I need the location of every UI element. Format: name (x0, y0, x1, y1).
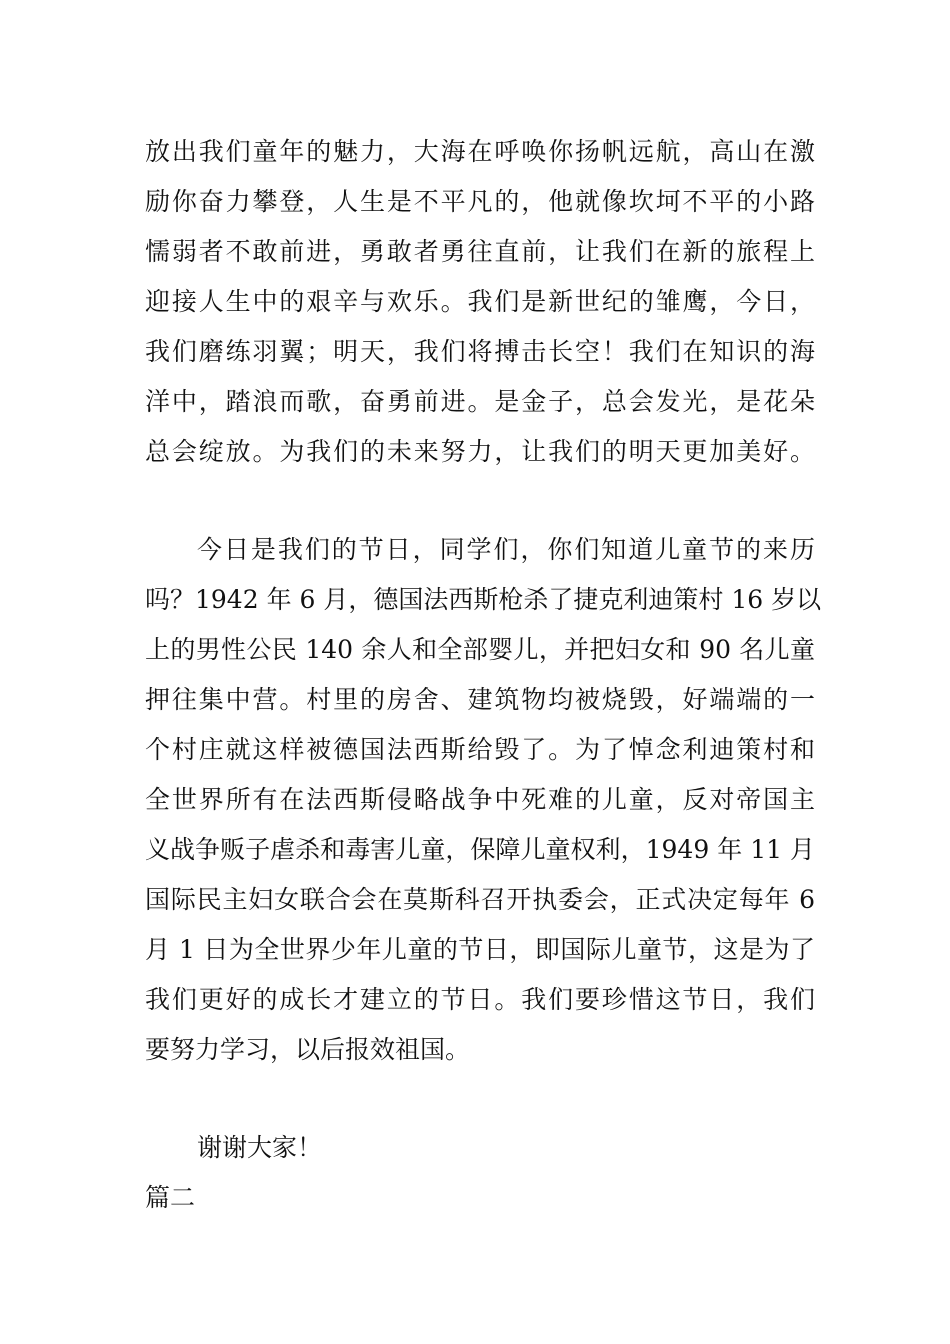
paragraph-1-line: 励你奋力攀登，人生是不平凡的，他就像坎坷不平的小路 (145, 187, 815, 216)
paragraph-2-line: 押往集中营。村里的房舍、建筑物均被烧毁，好端端的一 (145, 685, 815, 714)
paragraph-2-line: 月 1 日为全世界少年儿童的节日，即国际儿童节，这是为了 (145, 935, 815, 964)
paragraph-2-line: 义战争贩子虐杀和毒害儿童，保障儿童权利，1949 年 11 月 (145, 835, 815, 864)
paragraph-2-line: 要努力学习，以后报效祖国。 (145, 1035, 471, 1064)
paragraph-2-line: 我们更好的成长才建立的节日。我们要珍惜这节日，我们 (145, 985, 815, 1014)
paragraph-1-line: 我们磨练羽翼；明天，我们将搏击长空！我们在知识的海 (145, 337, 815, 366)
paragraph-2-line: 今日是我们的节日，同学们，你们知道儿童节的来历 (197, 535, 815, 564)
paragraph-1-line: 迎接人生中的艰辛与欢乐。我们是新世纪的雏鹰，今日， (145, 287, 815, 316)
paragraph-2-line: 国际民主妇女联合会在莫斯科召开执委会，正式决定每年 6 (145, 885, 815, 914)
paragraph-2-line: 上的男性公民 140 余人和全部婴儿，并把妇女和 90 名儿童 (145, 635, 815, 664)
paragraph-2-line: 吗？1942 年 6 月，德国法西斯枪杀了捷克利迪策村 16 岁以 (145, 585, 822, 614)
paragraph-2-line: 个村庄就这样被德国法西斯给毁了。为了悼念利迪策村和 (145, 735, 815, 764)
paragraph-1-line: 懦弱者不敢前进，勇敢者勇往直前，让我们在新的旅程上 (145, 237, 815, 266)
paragraph-1-line: 洋中，踏浪而歌，奋勇前进。是金子，总会发光，是花朵 (145, 387, 815, 416)
closing-text: 谢谢大家！ (197, 1133, 323, 1162)
section-heading: 篇二 (145, 1183, 196, 1212)
paragraph-1-line: 放出我们童年的魅力，大海在呼唤你扬帆远航，高山在激 (145, 137, 815, 166)
paragraph-2-line: 全世界所有在法西斯侵略战争中死难的儿童，反对帝国主 (145, 785, 815, 814)
paragraph-1-line: 总会绽放。为我们的未来努力，让我们的明天更加美好。 (145, 437, 815, 466)
